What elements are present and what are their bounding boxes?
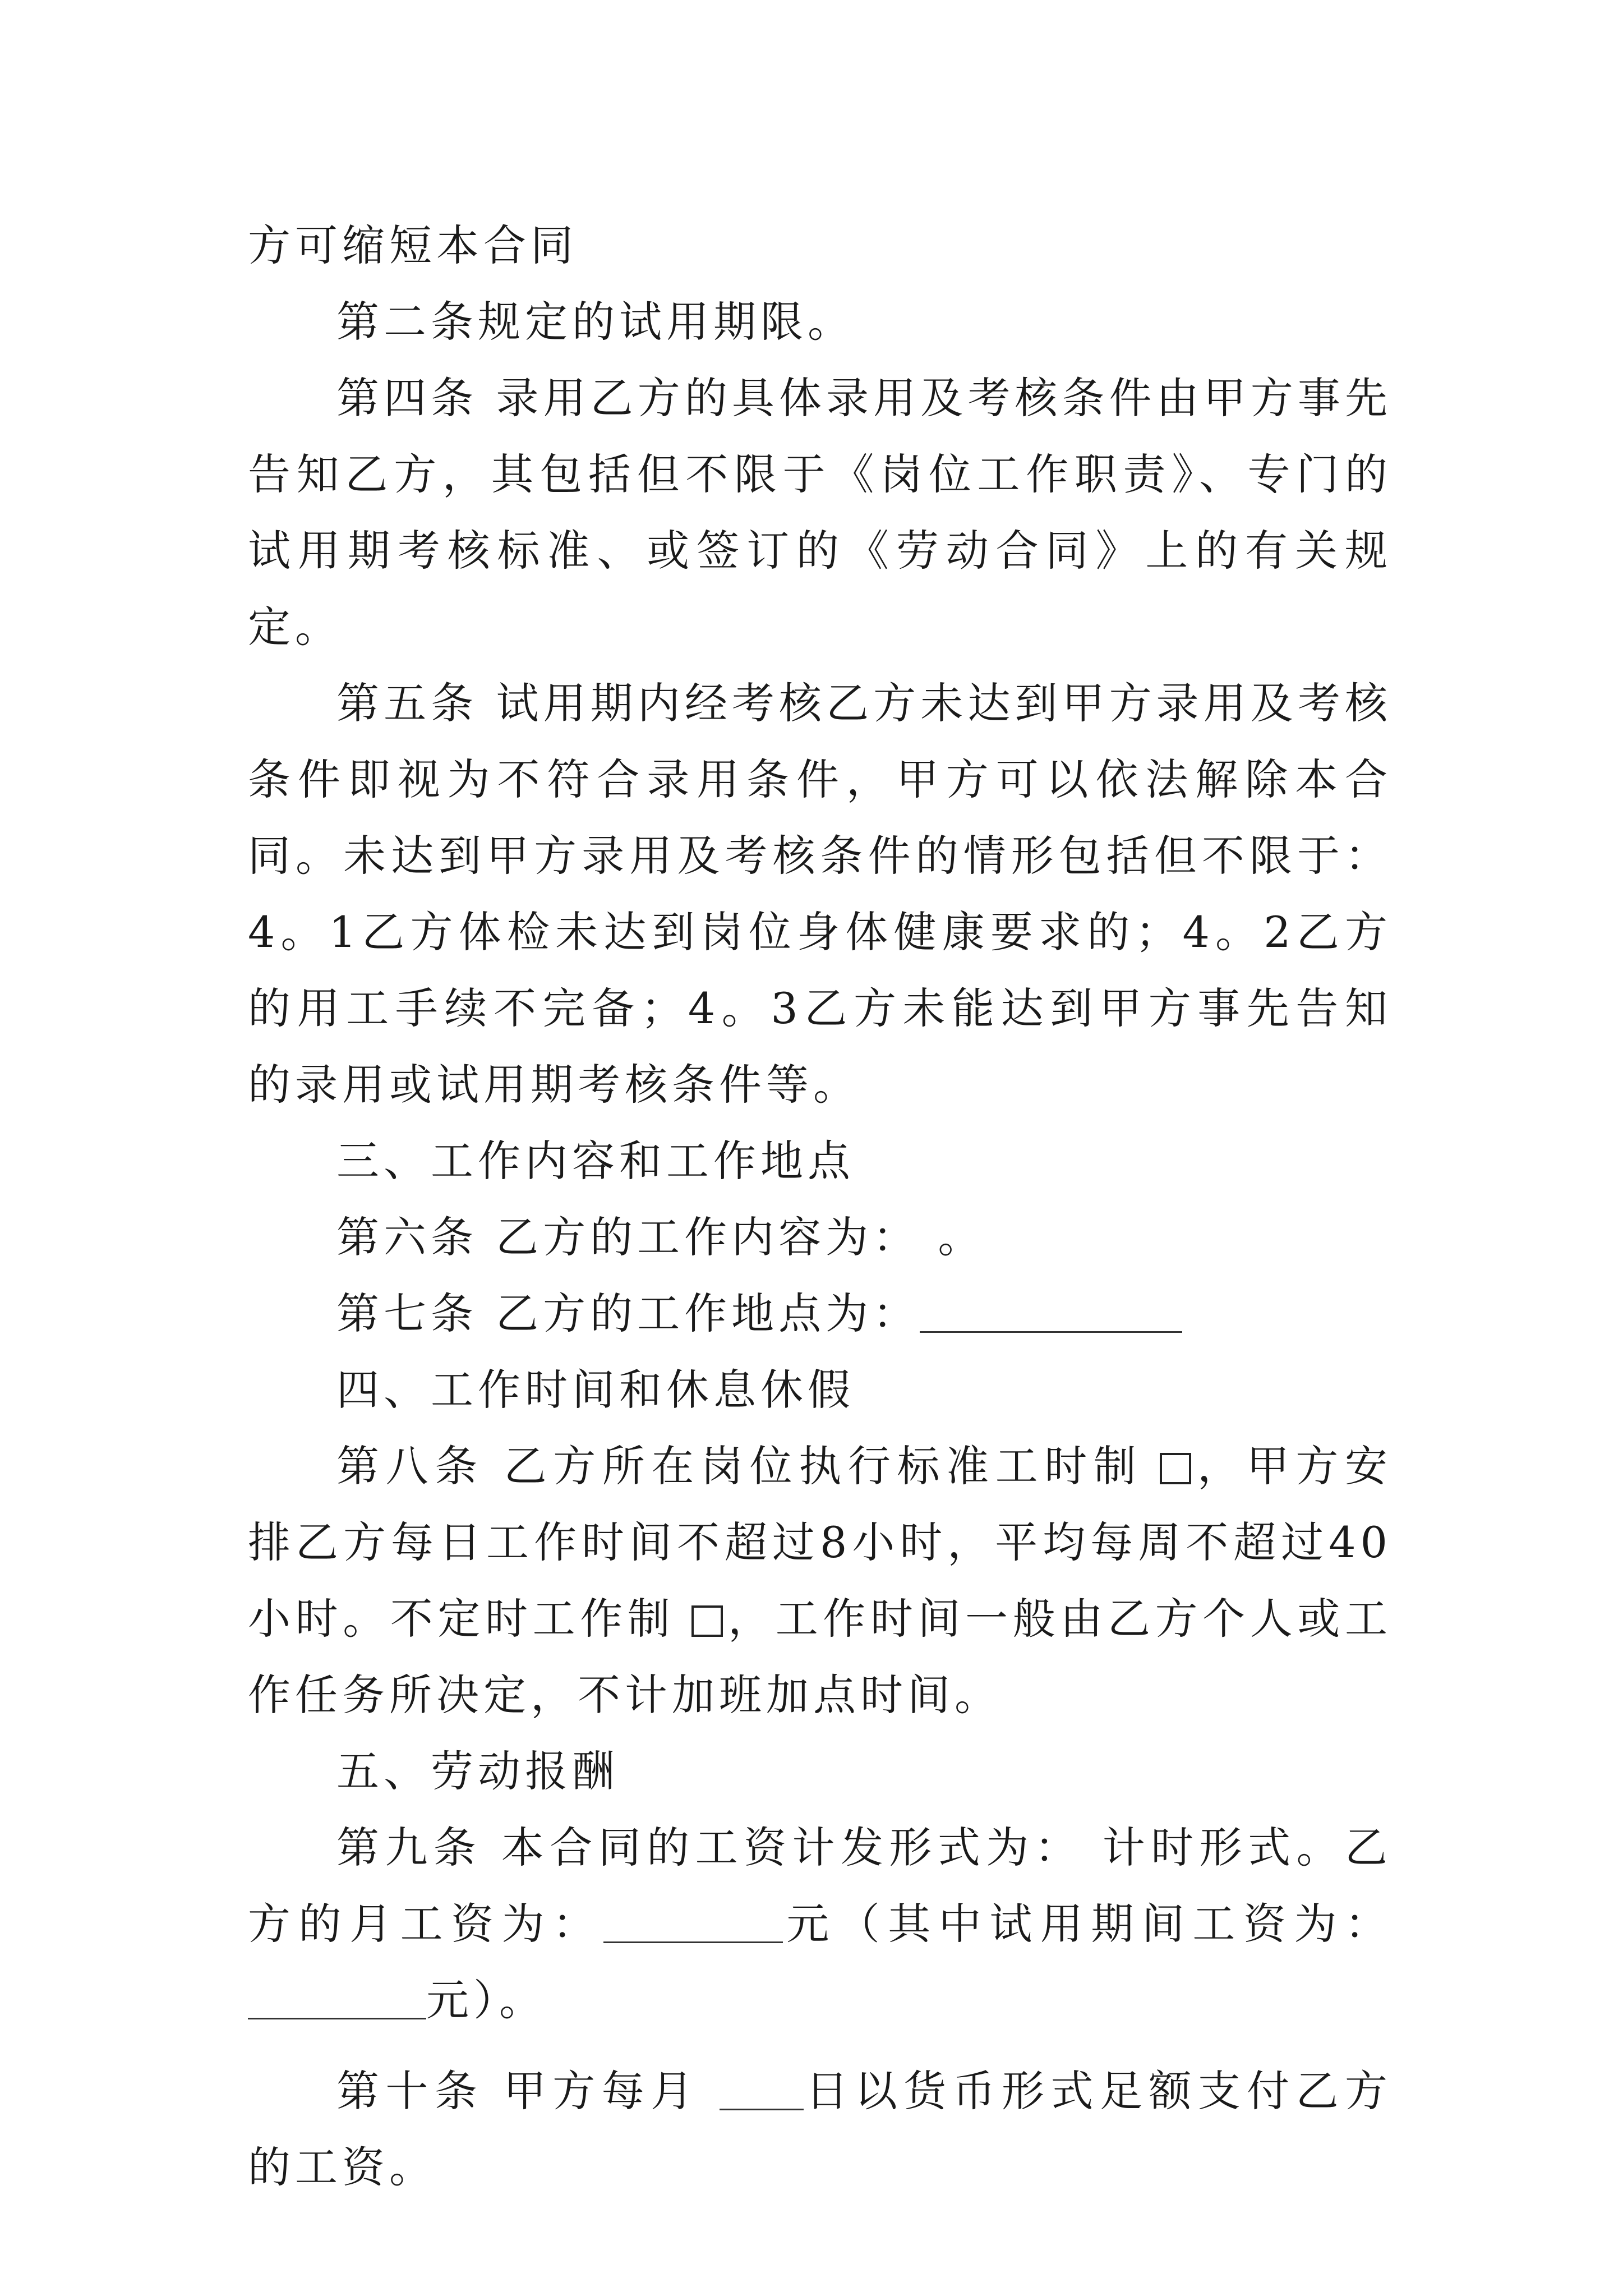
article-10-text-a: 第十条 甲方每月 xyxy=(336,2066,720,2116)
article-10 xyxy=(248,2053,1392,2206)
article-9-text-b: 元（其中试用期间工资为： xyxy=(782,1899,1393,1949)
pay-day-blank xyxy=(720,2069,804,2110)
probation-salary-blank xyxy=(248,1978,426,2019)
monthly-salary-blank xyxy=(603,1902,783,1943)
paragraph-2: 第二条规定的试用期限。 xyxy=(336,297,855,347)
section-heading-3: 三、工作内容和工作地点 xyxy=(336,1136,855,1186)
article-7 xyxy=(248,1276,1392,1352)
article-5: 第五条 试用期内经考核乙方未达到甲方录用及考核条件即视为不符合录用条件，甲方可以依法解除本合同。未达到甲方录用及考核条件的情形包括但不限于：4。1乙方体检未达到岗位身体健康要求的；4。2乙方的用工手续不完备；4。3乙方未能达到甲方事先告知的录用或试用期考核条件等。 xyxy=(248,678,1392,1110)
section-heading-4: 四、工作时间和休息休假 xyxy=(336,1365,855,1415)
article-8-text-c: ，工作时间一般由乙方个人或工作任务所决定，不计加班加点时间。 xyxy=(248,1594,1393,1720)
article-9-text-a: 第九条 本合同的工资计发形式为： 计时形式。乙方的月工资为： xyxy=(248,1823,1392,1949)
standard-hours-checkbox[interactable] xyxy=(1160,1453,1191,1484)
work-location-blank xyxy=(920,1292,1182,1333)
document-page xyxy=(248,208,1392,2206)
article-6: 第六条 乙方的工作内容为： 。 xyxy=(336,1212,985,1262)
article-8-text-b: ，甲方安排乙方每日工作时间不超过8小时，平均每周不超过40小时。不定时工作制 xyxy=(248,1441,1392,1644)
flexible-hours-checkbox[interactable] xyxy=(691,1605,723,1637)
article-7-text: 第七条 乙方的工作地点为： xyxy=(336,1289,920,1338)
article-8 xyxy=(248,1428,1392,1733)
section-heading-5: 五、劳动报酬 xyxy=(336,1746,619,1796)
article-4: 第四条 录用乙方的具体录用及考核条件由甲方事先告知乙方，其包括但不限于《岗位工作职责》、专门的试用期考核标准、或签订的《劳动合同》上的有关规定。 xyxy=(248,373,1392,652)
article-8-text-a: 第八条 乙方所在岗位执行标准工时制 xyxy=(336,1441,1143,1491)
paragraph-1: 方可缩短本合同 xyxy=(248,220,578,270)
article-10-text-b: 日以货币形式足额支付乙方的工资。 xyxy=(248,2066,1393,2192)
article-9-text-c: 元）。 xyxy=(426,1975,546,2025)
article-9 xyxy=(248,1810,1392,2039)
